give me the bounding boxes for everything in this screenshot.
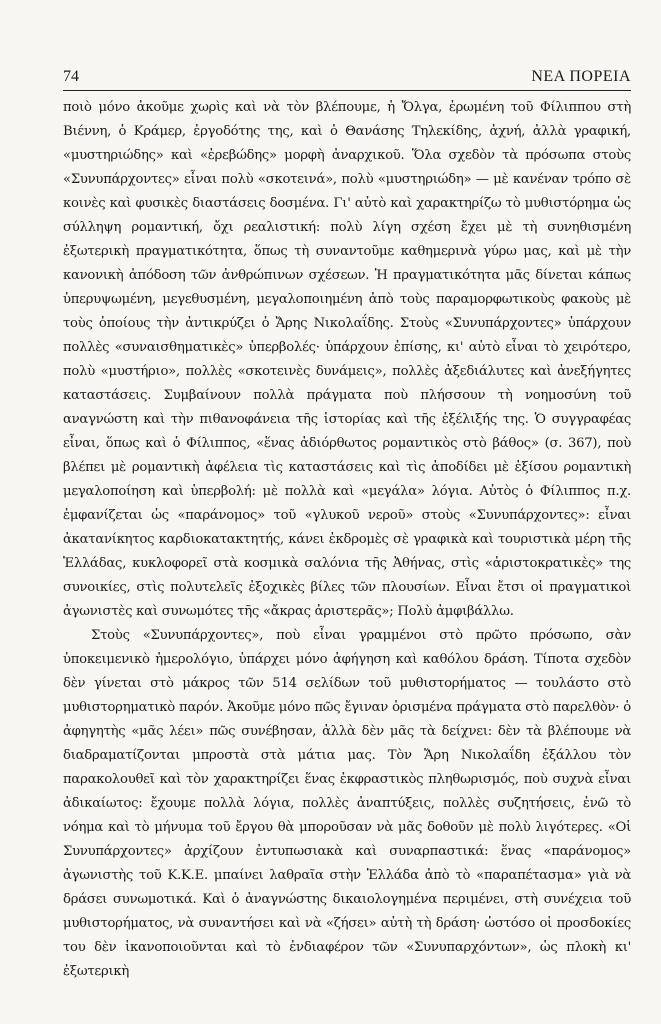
running-title: ΝΕΑ ΠΟΡΕΙΑ — [531, 68, 631, 85]
page-header — [63, 68, 631, 90]
paragraph: Στοὺς «Συνυπάρχοντες», ποὺ εἶναι γραμμένοι στὸ πρῶτο πρόσωπο, σὰν ὑποκειμενικὸ ἡμερολόγιο, ὑπάρχει μόνο ἀφήγηση καὶ καθόλου δράση. Τίποτα σχεδὸν δὲν γίνεται στὸ μάκρος τῶν 514 σελίδων τοῦ μυθιστορήματος — τουλάστο στὸ μυθιστορηματικὸ παρόν. Ἀκοῦμε μόνο πῶς ἔγιναν ὁρισμένα πράγματα στὸ παρελθὸν· ὁ ἀφηγητὴς «μᾶς λέει» πῶς συνέβησαν, ἀλλὰ δὲν μᾶς τὰ δείχνει: δὲν τὰ βλέπουμε νὰ διαδραματίζονται μπροστὰ στὰ μάτια μας. Τὸν Ἄρη Νικολαΐδη ἐξάλλου τὸν παρακολουθεῖ καὶ τὸν χαρακτηρίζει ἕνας ἐκφραστικὸς πληθωρισμός, ποὺ συχνὰ εἶναι ἀδικαίωτος: ἔχουμε πολλὰ λόγια, πολλὲς ἀναπτύξεις, πολλὲς συζητήσεις, ἐνῶ τὸ νόημα καὶ τὸ μήνυμα τοῦ ἔργου θὰ μποροῦσαν νὰ μᾶς δοθοῦν μὲ πολὺ λιγότερες. «Οἱ Συνυπάρχοντες» ἀρχίζουν ἐντυπωσιακὰ καὶ συναρπαστικά: ἕνας «παράνομος» ἀγωνιστὴς τοῦ Κ.Κ.Ε. μπαίνει λαθραῖα στὴν Ἑλλάδα ἀπὸ τὸ «παραπέτασμα» γιὰ νὰ δράσει συνωμοτικά. Καὶ ὁ ἀναγνώστης δικαιολογημένα περιμένει, στὴ συνέχεια τοῦ μυθιστορήματος, νὰ συναντήσει καὶ νὰ «ζήσει» αὐτὴ τὴ δράση· ὡστόσο οἱ προσδοκίες του δὲν ἱκανοποιοῦνται καὶ τὸ ἐνδιαφέρον τῶν «Συνυπαρχόντων», ὡς πλοκὴ κι' ἐξωτερικὴ — [63, 628, 631, 979]
header-rule — [63, 90, 631, 91]
page-number: 74 — [63, 68, 79, 85]
paragraph: ποιὸ μόνο ἀκοῦμε χωρὶς καὶ νὰ τὸν βλέπουμε, ἡ Ὄλγα, ἐρωμένη τοῦ Φίλιππου στὴ Βιέννη, ὁ Κράμερ, ἐργοδότης της, καὶ ὁ Θανάσης Τηλεκίδης, ἀχνή, ἀλλὰ γραφική, «μυστηριώδης» καὶ «ἐρεβώδης» μορφὴ ἀναρχικοῦ. Ὅλα σχεδὸν τὰ πρόσωπα στοὺς «Συνυπάρχοντες» εἶναι πολὺ «σκοτεινά», πολὺ «μυστηριώδη» — μὲ κανέναν τρόπο σὲ κοινὲς καὶ φυσικὲς διαστάσεις δοσμένα. Γι' αὐτὸ καὶ χαρακτηρίζω τὸ μυθιστόρημα ὡς σύλληψη ρομαντική, ὄχι ρεαλιστική: πολὺ λίγη σχέση ἔχει μὲ τὴ συνηθισμένη ἐξωτερικὴ πραγματικότητα, ὅπως τὴ συναντοῦμε καθημερινὰ γύρω μας, καὶ μὲ τὴν κανονικὴ ἀπόδοση τῶν ἀνθρώπινων σχέσεων. Ἡ πραγματικότητα μᾶς δίνεται κάπως ὑπερυψωμένη, μεγεθυσμένη, μεγαλοποιημένη ἀπὸ τοὺς παραμορφωτικοὺς φακοὺς μὲ τοὺς ὁποίους τὴν ἀντικρύζει ὁ Ἄρης Νικολαΐδης. Στοὺς «Συνυπάρχοντες» ὑπάρχουν πολλὲς «συναισθηματικὲς» ὑπερβολές· ὑπάρχουν ἐπίσης, κι' αὐτὸ εἶναι τὸ χειρότερο, πολὺ «μυστήριο», πολλὲς «σκοτεινὲς δυνάμεις», πολλὲς ἀξεδιάλυτες καὶ ἀνεξήγητες καταστάσεις. Συμβαίνουν πολλὰ πράγματα ποὺ πλήσσουν τὴ νοημοσύνη τοῦ αναγνώστη καὶ τὴν πιθανοφάνεια τῆς ἱστορίας καὶ τῆς ἐξέλιξής της. Ὁ συγγραφέας εἶναι, ὅπως καὶ ὁ Φίλιππος, «ἕνας ἀδιόρθωτος ρομαντικὸς στὸ βάθος» (σ. 367), ποὺ βλέπει μὲ ρομαντικὴ ἀφέλεια τὶς καταστάσεις καὶ τὶς ἀποδίδει μὲ ἐξίσου ρομαντικὴ μεγαλοποίηση καὶ ὑπερβολή: μὲ πολλὰ καὶ «μεγάλα» λόγια. Αὐτὸς ὁ Φίλιππος π.χ. ἐμφανίζεται ὡς «παράνομος» τοῦ «γλυκοῦ νεροῦ» στοὺς «Συνυπάρχοντες»: εἶναι ἀκατανίκητος καρδιοκατακτητής, κάνει ἐκδρομὲς σὲ γραφικὰ καὶ τουριστικὰ μέρη τῆς Ἑλλάδας, κυκλοφορεῖ στὰ κοσμικὰ σαλόνια τῆς Ἀθήνας, στὶς «ἀριστοκρατικὲς» της συνοικίες, στὶς πολυτελεῖς ἐξοχικὲς βίλες τῶν πλουσίων. Εἶναι ἔτσι οἱ πραγματικοὶ ἀγωνιστὲς καὶ συνωμότες τῆς «ἄκρας ἀριστερᾶς»; Πολὺ ἀμφιβάλλω. — [63, 100, 631, 619]
body-text — [63, 96, 631, 984]
